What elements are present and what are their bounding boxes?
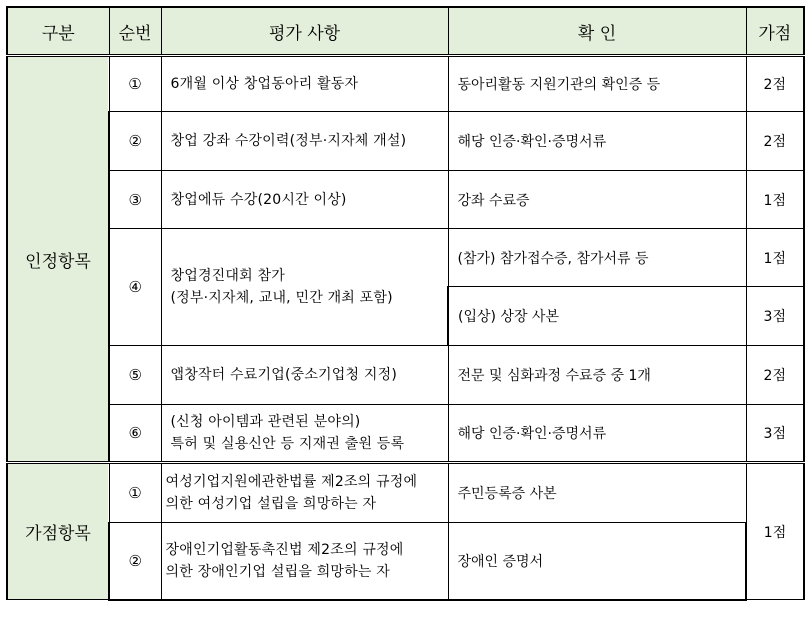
row-number: ④ (109, 229, 161, 346)
confirmation-item: 전문 및 심화과정 수료증 중 1개 (448, 346, 746, 405)
row-number: ① (109, 56, 161, 112)
evaluation-item-line: 여성기업지원에관한법률 제2조의 규정에 (165, 474, 418, 490)
points-value: 2점 (746, 56, 804, 112)
points-value: 1점 (746, 229, 804, 287)
evaluation-item-line: 장애인기업활동촉진법 제2조의 규정에 (165, 541, 404, 558)
table-row (7, 346, 804, 405)
evaluation-item-line: 의한 장애인기업 설립을 희망하는 자 (165, 563, 390, 580)
points-value: 1점 (746, 463, 804, 600)
confirmation-item: (입상) 상장 사본 (448, 287, 746, 346)
category-recognition: 인정항목 (7, 56, 109, 463)
table-row (7, 171, 804, 229)
table-row (7, 463, 804, 523)
evaluation-item-line: (정부·지자체, 교내, 민간 개최 포함) (170, 290, 393, 306)
table-row (7, 112, 804, 171)
header-confirmation: 확 인 (448, 7, 746, 56)
row-number: ② (109, 523, 161, 600)
confirmation-item: (참가) 참가접수증, 참가서류 등 (448, 229, 746, 287)
confirmation-item: 해당 인증·확인·증명서류 (448, 405, 746, 463)
evaluation-item: 창업 강좌 수강이력(정부·지자체 개설) (161, 112, 448, 171)
header-points: 가점 (746, 7, 804, 56)
points-value: 3점 (746, 405, 804, 463)
points-value: 1점 (746, 171, 804, 229)
table-row (7, 56, 804, 112)
table-row (7, 229, 804, 287)
table-row (7, 523, 804, 600)
points-value: 3점 (746, 287, 804, 346)
row-number: ③ (109, 171, 161, 229)
evaluation-item (161, 405, 448, 463)
table-row (7, 405, 804, 463)
evaluation-item-line: (신청 아이템과 관련된 분야의) (170, 414, 361, 430)
header-number: 순번 (109, 7, 161, 56)
confirmation-item: 동아리활동 지원기관의 확인증 등 (448, 56, 746, 112)
header-evaluation: 평가 사항 (161, 7, 448, 56)
points-value: 2점 (746, 346, 804, 405)
evaluation-item (161, 229, 448, 346)
row-number: ⑤ (109, 346, 161, 405)
evaluation-item (161, 523, 448, 600)
evaluation-item-line: 의한 여성기업 설립을 희망하는 자 (165, 496, 377, 512)
confirmation-item: 강좌 수료증 (448, 171, 746, 229)
evaluation-item: 6개월 이상 창업동아리 활동자 (161, 56, 448, 112)
evaluation-item-line: 특허 및 실용신안 등 지재권 출원 등록 (170, 436, 405, 452)
evaluation-item (161, 463, 448, 523)
header-row (7, 7, 804, 56)
evaluation-item: 앱창작터 수료기업(중소기업청 지정) (161, 346, 448, 405)
confirmation-item: 해당 인증·확인·증명서류 (448, 112, 746, 171)
evaluation-item-line: 창업경진대회 참가 (170, 268, 285, 284)
row-number: ⑥ (109, 405, 161, 463)
row-number: ② (109, 112, 161, 171)
evaluation-item: 창업에듀 수강(20시간 이상) (161, 171, 448, 229)
row-number: ① (109, 463, 161, 523)
confirmation-item: 주민등록증 사본 (448, 463, 746, 523)
evaluation-table (6, 6, 805, 601)
points-value: 2점 (746, 112, 804, 171)
header-category: 구분 (7, 7, 109, 56)
category-bonus: 가점항목 (7, 463, 109, 600)
confirmation-item: 장애인 증명서 (448, 523, 746, 600)
